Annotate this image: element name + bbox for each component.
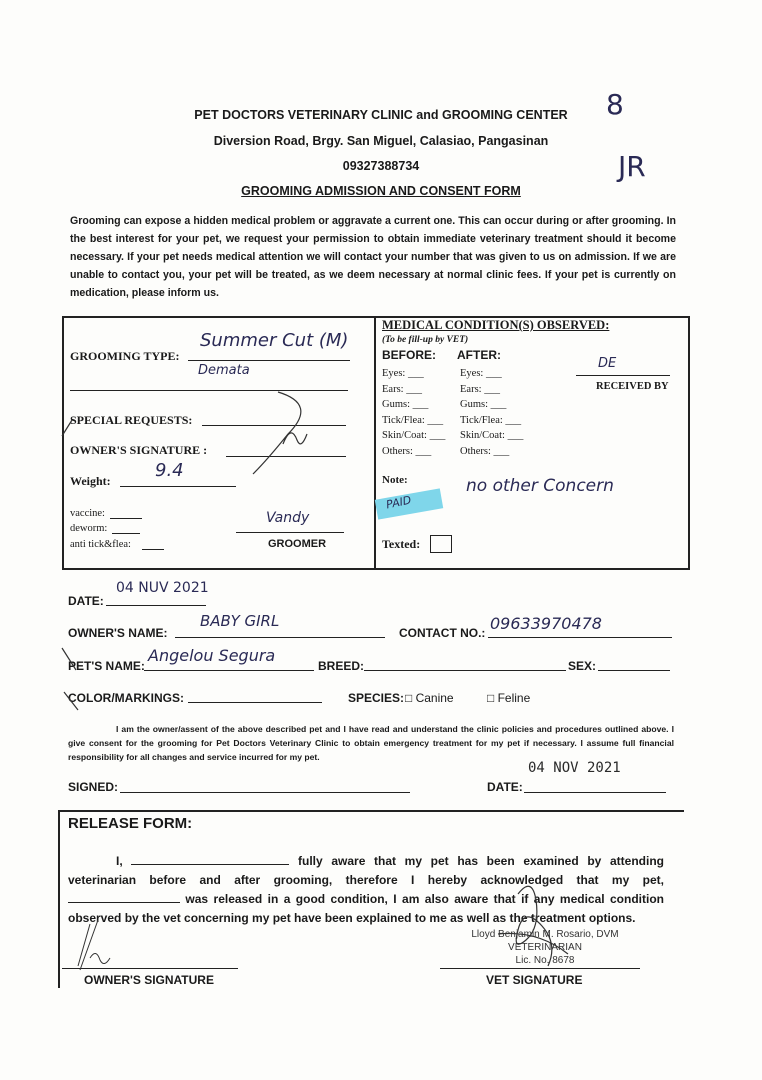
after-others: Others: ___ [460, 445, 510, 457]
received-by-line [576, 375, 670, 376]
corner-initials-mark: JR [618, 150, 646, 183]
special-requests-label: SPECIAL REQUESTS: [70, 413, 193, 427]
note-value: no other Concern [466, 476, 614, 496]
note-label: Note: [382, 474, 408, 486]
texted-checkbox[interactable] [430, 535, 452, 553]
after-label: AFTER: [457, 348, 501, 362]
form-title: GROOMING ADMISSION AND CONSENT FORM [241, 184, 521, 198]
pet-name-value: Angelou Segura [148, 646, 276, 665]
species-canine-option[interactable]: □ Canine [405, 691, 454, 705]
grooming-type-value: Summer Cut (M) [200, 330, 349, 351]
pet-name-line [144, 670, 314, 671]
release-title: RELEASE FORM: [68, 815, 193, 832]
species-feline-option[interactable]: □ Feline [487, 691, 531, 705]
vet-stamp-name: Lloyd Benjamin M. Rosario, DVM [471, 929, 619, 940]
owner-name-value: BABY GIRL [200, 612, 280, 630]
before-others: Others: ___ [382, 445, 432, 457]
grooming-type-line [188, 360, 350, 361]
color-label: COLOR/MARKINGS: [68, 691, 184, 705]
vaccine-line [110, 518, 142, 519]
grooming-type-value-2: Demata [198, 363, 250, 378]
clinic-name: PET DOCTORS VETERINARY CLINIC and GROOMING CENTER [194, 108, 568, 122]
after-eyes: Eyes: ___ [460, 368, 502, 379]
paid-stamp: PAID [384, 493, 413, 512]
after-skin: Skin/Coat: ___ [460, 430, 524, 441]
before-eyes: Eyes: ___ [382, 368, 424, 379]
consent-paragraph: I am the owner/assent of the above described pet and I have read and understand the clinic policies and procedures outlined above. I give consent for the grooming for Pet Doctors Veterinary Clinic to obtain emergency treatment for my pet if necessary. I assume full financial responsibility for all changes and service incurred for my pet. [68, 724, 674, 762]
texted-label: Texted: [382, 537, 421, 551]
vet-signature-label: VET SIGNATURE [486, 973, 583, 987]
owner-signature-scribble [58, 384, 348, 484]
antitick-label: anti tick&flea: [70, 539, 131, 550]
after-gums: Gums: ___ [460, 399, 507, 410]
breed-label: BREED: [318, 659, 365, 673]
vaccine-label: vaccine: [70, 508, 105, 519]
after-tick: Tick/Flea: ___ [460, 414, 522, 426]
signed-line [120, 792, 410, 793]
owner-signature-label: OWNER'S SIGNATURE : [70, 443, 208, 457]
date-value: 04 NUV 2021 [116, 580, 209, 596]
weight-label: Weight: [70, 474, 111, 488]
sex-label: SEX: [568, 659, 597, 673]
antitick-line [142, 549, 164, 550]
release-owner-scribble [60, 910, 140, 980]
before-ears: Ears: ___ [382, 383, 422, 395]
weight-line [120, 486, 236, 487]
consent-date-line [524, 792, 666, 793]
breed-line [364, 670, 566, 671]
medical-subtitle: (To be fill-up by VET) [382, 335, 469, 345]
weight-value: 9.4 [155, 460, 184, 481]
contact-label: CONTACT NO.: [399, 626, 486, 640]
after-list [460, 366, 523, 459]
consent-date-stamp: 04 NOV 2021 [528, 760, 621, 776]
owner-name-label: OWNER'S NAME: [68, 626, 168, 640]
sex-line [598, 670, 670, 671]
clinic-phone: 09327388734 [342, 159, 420, 173]
signed-label: SIGNED: [68, 780, 119, 794]
before-label: BEFORE: [382, 348, 436, 362]
vet-stamp-license: Lic. No. 8678 [515, 955, 575, 966]
medical-title: MEDICAL CONDITION(S) OBSERVED: [382, 318, 610, 332]
date-line [106, 605, 206, 606]
release-owner-signature-label: OWNER'S SIGNATURE [84, 973, 214, 987]
before-list [382, 366, 445, 459]
deworm-label: deworm: [70, 523, 108, 534]
contact-line [488, 637, 672, 638]
before-skin: Skin/Coat: ___ [382, 430, 446, 441]
box-divider [374, 316, 376, 568]
groomer-label: GROOMER [268, 538, 327, 550]
intro-paragraph: Grooming can expose a hidden medical problem or aggravate a current one. This can occur during or after grooming. In the best interest for your pet, we request your permission to obtain immediate veterinary treatment should it become necessary. If your pet needs medical attention we will contact your number that was given to us on admission. If we are unable to contact you, your pet will be treated, as we deem necessary at normal clinic fees. If your pet is currently on medication, please inform us. [70, 215, 676, 299]
pet-name-scribble [58, 644, 98, 714]
pet-name-label: PET'S NAME: [68, 659, 145, 673]
owner-name-line [175, 637, 385, 638]
corner-number-mark: 8 [606, 88, 624, 121]
contact-value: 09633970478 [490, 614, 602, 633]
before-tick: Tick/Flea: ___ [382, 414, 444, 426]
groomer-signature: Vandy [266, 510, 310, 526]
date-label: DATE: [68, 594, 104, 608]
vet-stamp-title: VETERINARIAN [508, 942, 582, 953]
received-by-initials: DE [598, 356, 617, 371]
received-by-label: RECEIVED BY [596, 381, 669, 392]
species-label: SPECIES: [348, 691, 405, 705]
deworm-line [112, 533, 140, 534]
release-paragraph: I, fully aware that my pet has been examined by attending veterinarian before and after grooming, therefore I hereby acknowledged that my pet, was released in a good condition, I am also aware that if any medical condition observed by the vet concerning my pet have been explained to me as well as the treatment options. [68, 854, 664, 925]
consent-date-label: DATE: [487, 780, 523, 794]
grooming-type-label: GROOMING TYPE: [70, 349, 180, 363]
clinic-address: Diversion Road, Brgy. San Miguel, Calasiao, Pangasinan [213, 134, 549, 148]
after-ears: Ears: ___ [460, 383, 500, 395]
groomer-line [236, 532, 344, 533]
color-line [188, 702, 322, 703]
before-gums: Gums: ___ [382, 399, 429, 410]
vet-signature-line [440, 968, 640, 969]
